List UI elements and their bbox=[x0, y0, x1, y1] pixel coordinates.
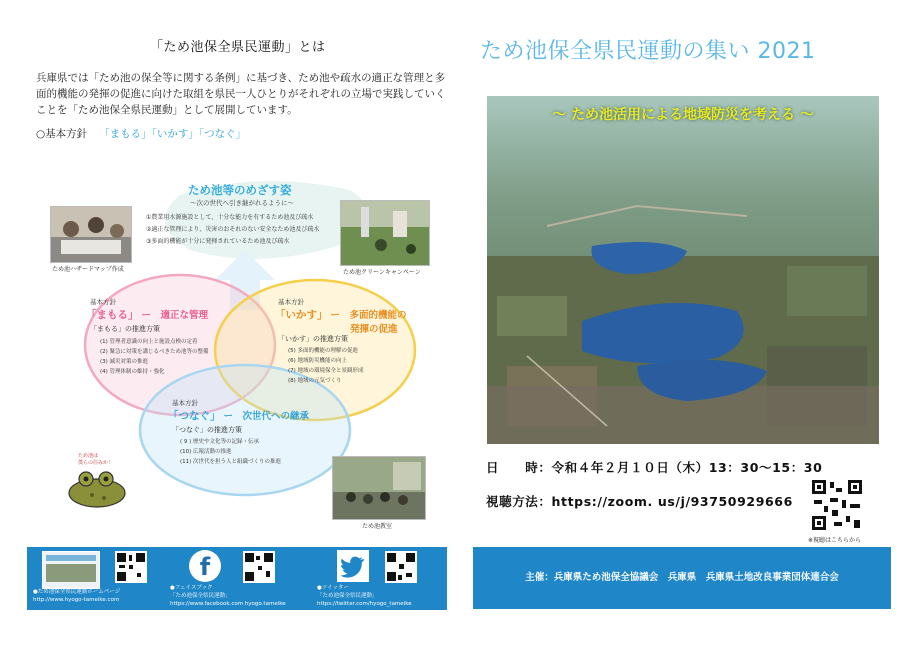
facebook-icon[interactable]: f bbox=[189, 550, 221, 582]
tsunagu-heading-rest: ー 次世代への継承 bbox=[223, 411, 310, 422]
event-title: ため池保全県民運動の集い 2021 bbox=[480, 39, 816, 64]
tsunagu-label: 基本方針 bbox=[172, 399, 198, 407]
ikasu-item: (6) 地域防災機能の向上 bbox=[288, 358, 348, 364]
hazard-map-caption: ため池ハザードマップ作成 bbox=[52, 266, 124, 273]
goal-title: ため池等のめざす姿 bbox=[188, 183, 292, 197]
frog-speech: ため池は 僕らの住みか！ bbox=[78, 453, 114, 466]
ikasu-heading-rest-2: 発揮の促進 bbox=[350, 324, 398, 335]
ikasu-keyword: 「いかす」 bbox=[275, 309, 328, 321]
homepage-link[interactable]: ●ため池保全県民運動ホームページ http://www.hyogo-tameike.com bbox=[33, 589, 121, 603]
goal-subtitle: ～次の世代へ引き継がれるように～ bbox=[190, 199, 294, 207]
ikasu-subheading: 「いかす」の推進方策 bbox=[278, 335, 348, 343]
ikasu-label: 基本方針 bbox=[278, 298, 304, 306]
mamoru-item: (2) 緊急に対策を講じるべきため池等の整備 bbox=[100, 349, 209, 355]
qr-note: ※視聴はこちらから bbox=[808, 537, 862, 544]
ikasu-item: (7) 地域の環境保全と景観形成 bbox=[288, 368, 364, 374]
goal-item: ③多面的機能が十分に発揮されているため池及び疏水 bbox=[146, 238, 290, 245]
goal-list bbox=[146, 212, 319, 248]
mamoru-items bbox=[100, 337, 209, 377]
tsunagu-heading bbox=[168, 408, 309, 423]
basic-policy-label: ○基本方針 bbox=[36, 128, 88, 140]
clean-campaign-caption: ため池クリーンキャンペーン bbox=[343, 269, 421, 276]
zoom-qr-icon[interactable] bbox=[810, 478, 864, 532]
basic-policy-keywords: 「まもる」「いかす」「つなぐ」 bbox=[99, 128, 247, 140]
twitter-qr-icon[interactable] bbox=[385, 551, 417, 583]
twitter-link[interactable]: ●ツイッター 「ため池保全県民運動」 https://twitter.com/hyogo_tameike bbox=[317, 585, 412, 607]
goal-item: ①農業用水源施設として、十分な能力を有するため池及び疏水 bbox=[146, 214, 314, 221]
facebook-qr-icon[interactable] bbox=[243, 551, 275, 583]
facebook-link[interactable]: ●フェイスブック 「ため池保全県民運動」 https://www.facebook.com hyogo.tameike bbox=[170, 585, 286, 607]
event-date bbox=[486, 458, 822, 476]
mamoru-keyword: 「まもる」 bbox=[86, 309, 139, 321]
ikasu-heading bbox=[275, 307, 407, 322]
clean-campaign-photo bbox=[340, 200, 430, 266]
mamoru-label: 基本方針 bbox=[90, 298, 116, 306]
tsunagu-item: (10) 広報活動の推進 bbox=[180, 449, 232, 455]
tsunagu-item: ( 9 ) 歴史や文化等の記録・伝承 bbox=[180, 439, 260, 445]
twitter-icon[interactable] bbox=[337, 550, 369, 582]
ikasu-items bbox=[288, 346, 364, 386]
mamoru-item: (4) 管理体制の維持・強化 bbox=[100, 369, 165, 375]
mamoru-item: (1) 管理者意識の向上と施設点検の定着 bbox=[100, 339, 198, 345]
class-photo bbox=[332, 456, 426, 520]
event-subtitle: ～ ため池活用による地域防災を考える ～ bbox=[552, 107, 814, 123]
ikasu-item: (8) 地域の元気づくり bbox=[288, 378, 342, 384]
mamoru-heading-rest: ー 適正な管理 bbox=[141, 310, 209, 321]
host-organizations: 主催：兵庫県ため池保全協議会 兵庫県 兵庫県土地改良事業団体連合会 bbox=[525, 572, 839, 583]
class-caption: ため池教室 bbox=[362, 523, 393, 530]
tsunagu-item: (11) 次世代を担う人と組織づくりの推進 bbox=[180, 459, 282, 465]
date-label: 日 時： bbox=[486, 460, 552, 475]
homepage-qr-icon[interactable] bbox=[115, 551, 147, 583]
zoom-url[interactable]: https://zoom. us/j/93750929666 bbox=[551, 494, 793, 509]
ikasu-heading-rest-1: ー 多面的機能の bbox=[330, 310, 407, 321]
mamoru-subheading: 「まもる」の推進方策 bbox=[90, 325, 160, 333]
watch-method bbox=[486, 492, 793, 510]
intro-text: 兵庫県では「ため池の保全等に関する条例」に基づき、ため池や疏水の適正な管理と多面的機能の発揮の促進に向けた取組を県民一人ひとりがそれぞれの立場で実践していくことを「ため池保全県民運動」として展開しています。 bbox=[36, 72, 446, 116]
basic-policy-line bbox=[36, 126, 246, 141]
date-value: 令和４年２月１０日（木）13：30〜15：30 bbox=[551, 460, 823, 475]
mamoru-item: (3) 減災対策の推進 bbox=[100, 359, 149, 365]
left-footer-bar bbox=[27, 547, 447, 610]
ikasu-item: (5) 多面的機能の理解の促進 bbox=[288, 348, 359, 354]
tsunagu-keyword: 「つなぐ」 bbox=[168, 410, 221, 422]
tsunagu-items bbox=[180, 437, 281, 467]
tsunagu-subheading: 「つなぐ」の推進方策 bbox=[172, 426, 242, 434]
homepage-thumbnail[interactable] bbox=[42, 551, 100, 589]
aerial-photo bbox=[487, 96, 879, 444]
right-footer-bar bbox=[473, 547, 891, 609]
left-page-title: 「ため池保全県民運動」とは bbox=[150, 40, 326, 55]
goal-item: ②適正な管理により、災害のおそれのない安全なため池及び疏水 bbox=[146, 226, 320, 233]
mamoru-heading bbox=[86, 307, 208, 322]
watch-label: 視聴方法： bbox=[486, 494, 552, 509]
hazard-map-photo bbox=[50, 206, 132, 263]
